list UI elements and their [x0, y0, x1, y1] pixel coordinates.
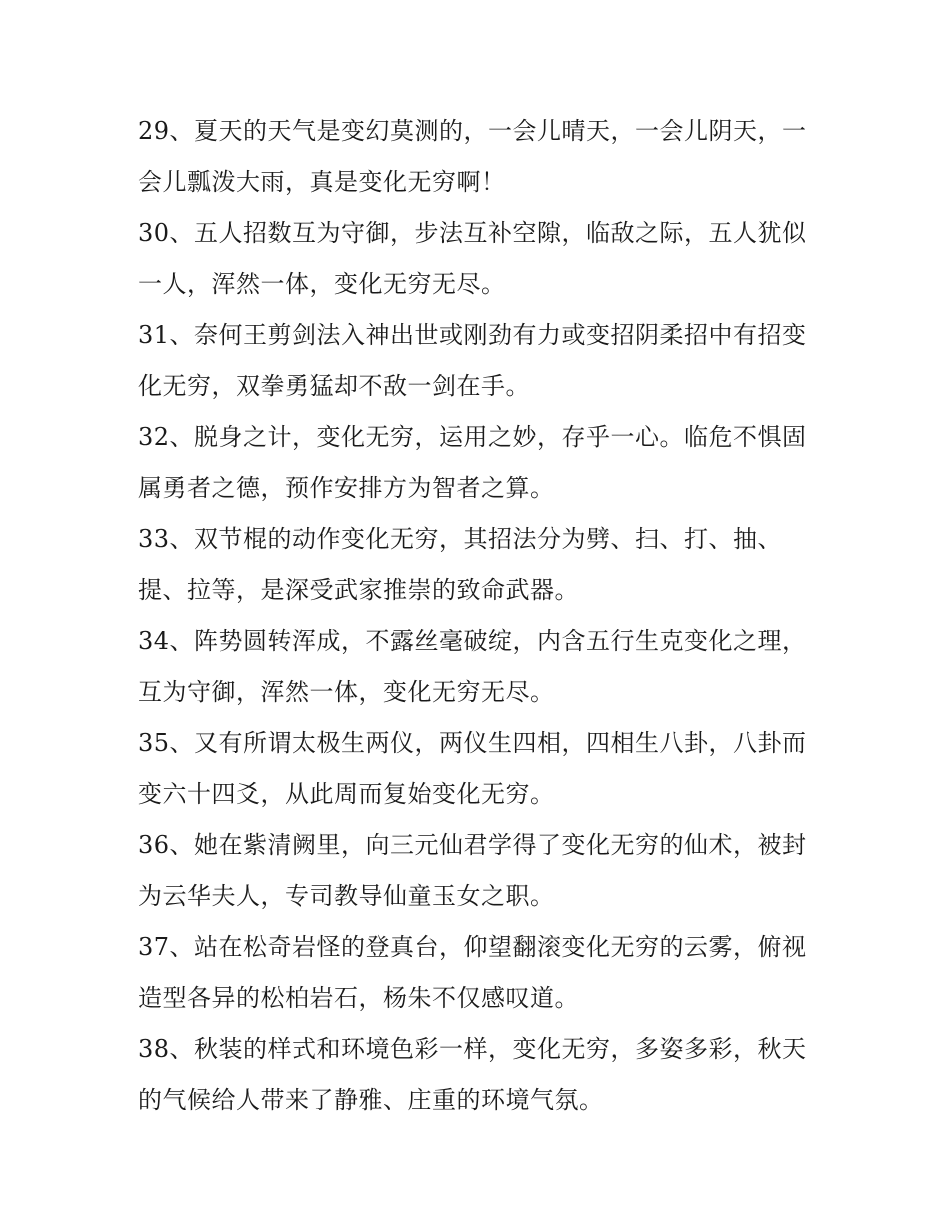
- list-item-line: 29、夏天的天气是变幻莫测的，一会儿晴天，一会儿阴天，一: [138, 117, 807, 145]
- list-item-line: 34、阵势圆转浑成，不露丝毫破绽，内含五行生克变化之理，: [138, 627, 807, 655]
- list-item-38: [138, 1024, 818, 1126]
- list-item-line: 33、双节棍的动作变化无穷，其招法分为劈、扫、打、抽、: [138, 525, 783, 553]
- list-item-35: [138, 718, 818, 820]
- list-item-line: 属勇者之德，预作安排方为智者之算。: [138, 474, 555, 502]
- document-body: [138, 106, 818, 1126]
- list-item-37: [138, 922, 818, 1024]
- list-item-line: 提、拉等，是深受武家推崇的致命武器。: [138, 576, 579, 604]
- list-item-31: [138, 310, 818, 412]
- list-item-line: 38、秋装的样式和环境色彩一样，变化无穷，多姿多彩，秋天: [138, 1035, 807, 1063]
- list-item-33: [138, 514, 818, 616]
- list-item-line: 化无穷，双拳勇猛却不敌一剑在手。: [138, 372, 530, 400]
- list-item-30: [138, 208, 818, 310]
- list-item-29: [138, 106, 818, 208]
- list-item-32: [138, 412, 818, 514]
- list-item-34: [138, 616, 818, 718]
- list-item-line: 会儿瓢泼大雨，真是变化无穷啊！: [138, 168, 506, 196]
- list-item-line: 31、奈何王剪剑法入神出世或刚劲有力或变招阴柔招中有招变: [138, 321, 807, 349]
- list-item-line: 为云华夫人，专司教导仙童玉女之职。: [138, 882, 555, 910]
- list-item-line: 35、又有所谓太极生两仪，两仪生四相，四相生八卦，八卦而: [138, 729, 807, 757]
- list-item-line: 37、站在松奇岩怪的登真台，仰望翻滚变化无穷的云雾，俯视: [138, 933, 807, 961]
- list-item-line: 30、五人招数互为守御，步法互补空隙，临敌之际，五人犹似: [138, 219, 807, 247]
- list-item-line: 36、她在紫清阙里，向三元仙君学得了变化无穷的仙术，被封: [138, 831, 807, 859]
- list-item-line: 造型各异的松柏岩石，杨朱不仅感叹道。: [138, 984, 579, 1012]
- list-item-line: 互为守御，浑然一体，变化无穷无尽。: [138, 678, 555, 706]
- list-item-36: [138, 820, 818, 922]
- list-item-line: 32、脱身之计，变化无穷，运用之妙，存乎一心。临危不惧固: [138, 423, 807, 451]
- list-item-line: 一人，浑然一体，变化无穷无尽。: [138, 270, 506, 298]
- list-item-line: 变六十四爻，从此周而复始变化无穷。: [138, 780, 555, 808]
- list-item-line: 的气候给人带来了静雅、庄重的环境气氛。: [138, 1086, 604, 1114]
